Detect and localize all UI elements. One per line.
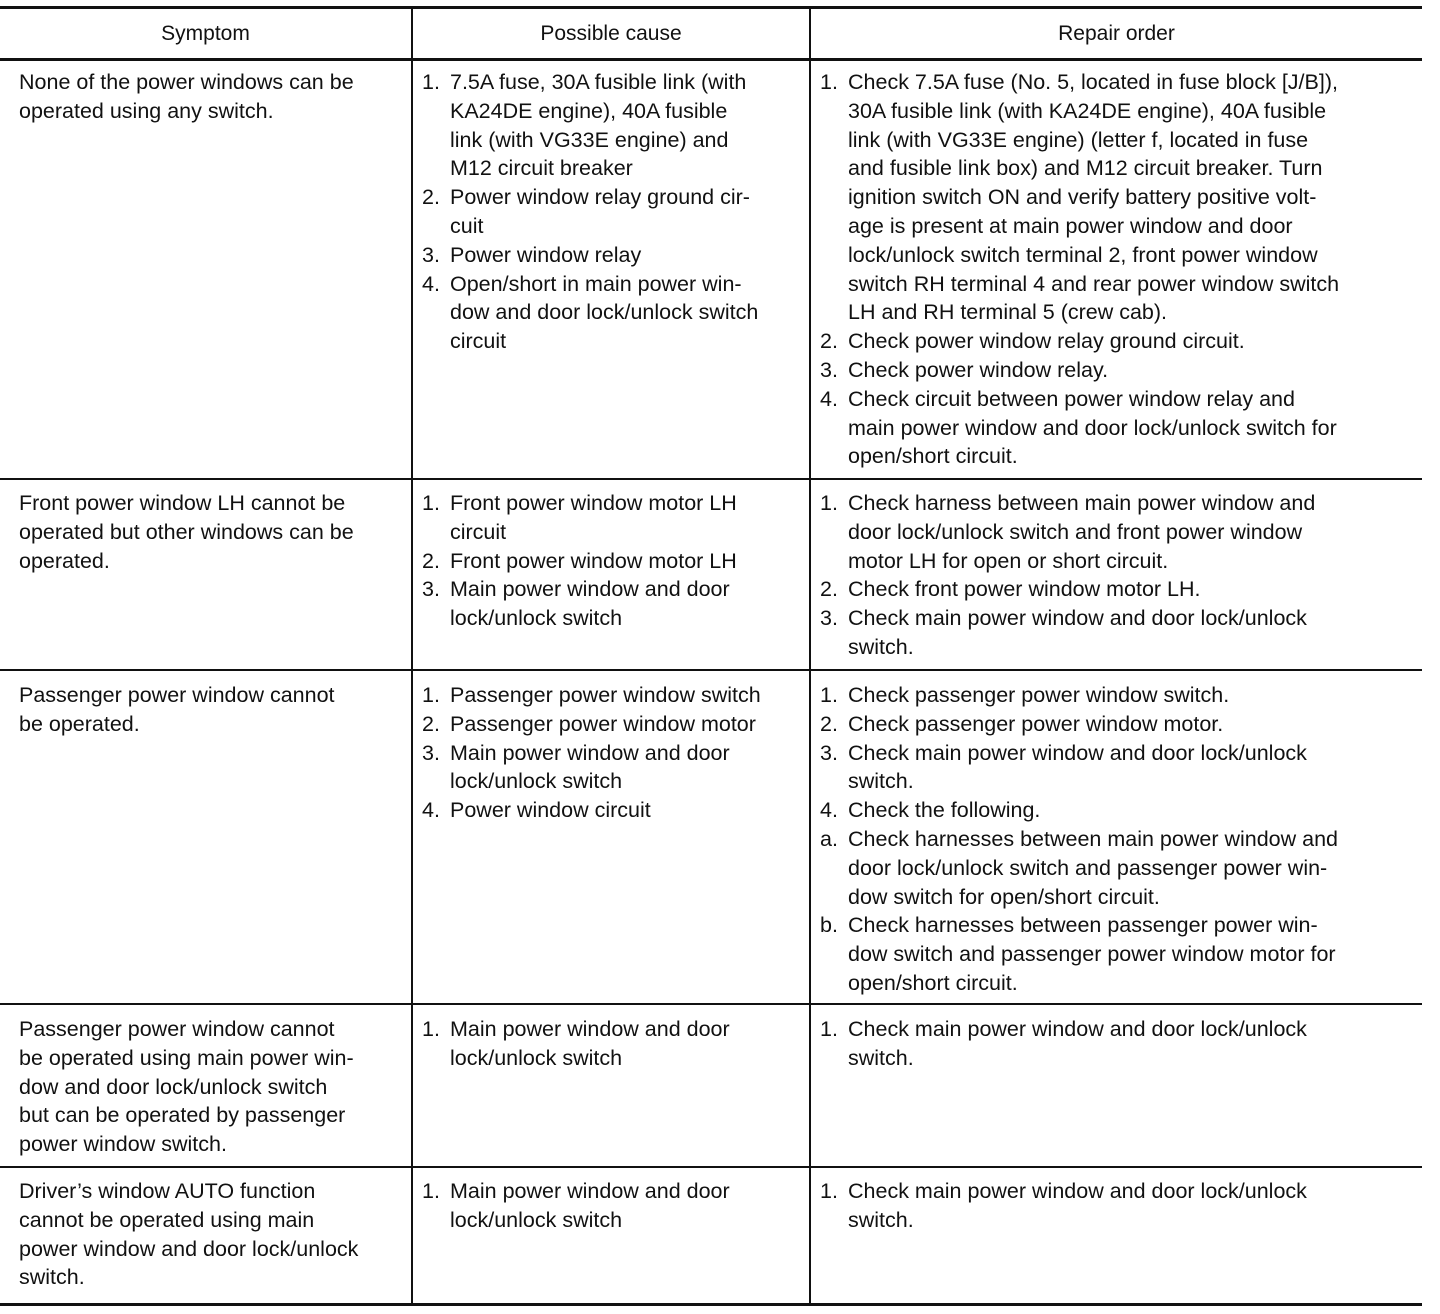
row-divider <box>0 1003 1422 1005</box>
item-text-line: Power window relay ground cir- <box>450 185 750 210</box>
item-number: 4. <box>422 798 440 823</box>
item-number: 2. <box>422 711 440 736</box>
item-text-line: Check harnesses between passenger power win- <box>848 913 1318 938</box>
cause-item <box>416 241 758 270</box>
item-number: 4. <box>422 271 440 296</box>
item-text-line: Open/short in main power win- <box>450 271 742 296</box>
item-text-line: M12 circuit breaker <box>450 156 633 181</box>
symptom-text-line: power window and door lock/unlock <box>19 1236 359 1261</box>
item-text-line: Check main power window and door lock/unlock <box>848 1179 1307 1203</box>
item-number: 1. <box>422 491 440 515</box>
cause-item <box>416 489 737 547</box>
item-text-line: switch. <box>848 769 914 794</box>
item-text-line: Check harness between main power window and <box>848 491 1316 515</box>
cause-item <box>416 681 761 710</box>
repair-cell <box>814 681 1338 998</box>
item-text-line: dow switch for open/short circuit. <box>848 884 1160 909</box>
item-text-line: Check main power window and door lock/unlock <box>848 740 1307 765</box>
symptom-cell <box>19 681 335 739</box>
item-text-line: KA24DE engine), 40A fusible <box>450 98 728 123</box>
symptom-text-line: None of the power windows can be <box>19 70 354 94</box>
item-text-line: Check passenger power window switch. <box>848 683 1230 707</box>
cause-item <box>416 183 758 241</box>
cause-item <box>416 796 761 825</box>
column-divider <box>809 6 811 1306</box>
item-text-line: lock/unlock switch <box>450 769 623 794</box>
symptom-text-line: Front power window LH cannot be <box>19 491 346 515</box>
cause-item <box>416 710 761 739</box>
cause-item <box>416 1177 730 1235</box>
row-divider <box>0 669 1422 671</box>
item-text-line: Passenger power window motor <box>450 711 756 736</box>
symptom-text-line: dow and door lock/unlock switch <box>19 1074 328 1099</box>
item-text-line: switch. <box>848 634 914 659</box>
row-divider <box>0 1166 1422 1168</box>
repair-cell <box>814 68 1339 471</box>
item-text-line: open/short circuit. <box>848 444 1018 469</box>
item-text-line: motor LH for open or short circuit. <box>848 548 1169 573</box>
item-text-line: open/short circuit. <box>848 970 1018 995</box>
item-number: 3. <box>820 357 838 382</box>
item-number: 4. <box>820 386 838 411</box>
item-text-line: dow switch and passenger power window motor for <box>848 942 1336 967</box>
repair-step <box>814 385 1339 471</box>
repair-cell <box>814 1177 1307 1235</box>
symptom-text-line: cannot be operated using main <box>19 1207 315 1232</box>
symptom-text-line: operated but other windows can be <box>19 519 354 544</box>
header-possible-cause: Possible cause <box>540 22 682 45</box>
item-text-line: switch. <box>848 1207 914 1232</box>
symptom-text-line: switch. <box>19 1265 85 1290</box>
item-text-line: Check passenger power window motor. <box>848 711 1224 736</box>
header-symptom: Symptom <box>161 22 250 45</box>
item-number: 4. <box>820 798 838 823</box>
item-text-line: switch RH terminal 4 and rear power window switch <box>848 271 1340 296</box>
item-text-line: Check main power window and door lock/unlock <box>848 1017 1307 1041</box>
cause-item <box>416 1015 730 1073</box>
symptom-text-line: Passenger power window cannot <box>19 1017 335 1041</box>
repair-cell <box>814 1015 1307 1073</box>
symptom-text-line: be operated. <box>19 711 140 736</box>
item-number: 1. <box>820 1179 838 1203</box>
table-bottom-border <box>0 1303 1422 1306</box>
item-number: 2. <box>820 711 838 736</box>
row-divider <box>0 478 1422 480</box>
repair-step <box>814 327 1339 356</box>
cause-cell <box>416 68 758 356</box>
repair-step <box>814 489 1315 575</box>
item-text-line: dow and door lock/unlock switch <box>450 300 759 325</box>
item-text-line: switch. <box>848 1045 914 1070</box>
item-number: 1. <box>422 1017 440 1041</box>
item-number: 2. <box>820 329 838 354</box>
symptom-cell <box>19 1015 354 1159</box>
item-text-line: main power window and door lock/unlock switch for <box>848 415 1337 440</box>
item-number: 1. <box>820 70 838 94</box>
item-text-line: cuit <box>450 213 484 238</box>
repair-step <box>814 911 1338 997</box>
cause-item <box>416 68 758 183</box>
item-number: 1. <box>820 1017 838 1041</box>
repair-step <box>814 575 1315 604</box>
cause-item <box>416 547 737 576</box>
symptom-text-line: operated using any switch. <box>19 98 274 123</box>
item-text-line: door lock/unlock switch and passenger power win- <box>848 855 1328 880</box>
repair-step <box>814 796 1338 825</box>
symptom-text-line: power window switch. <box>19 1132 227 1157</box>
item-text-line: Main power window and door <box>450 740 730 765</box>
repair-step <box>814 739 1338 797</box>
cause-item <box>416 270 758 356</box>
item-text-line: and fusible link box) and M12 circuit breaker. Turn <box>848 156 1323 181</box>
repair-step <box>814 1177 1307 1235</box>
cause-cell <box>416 681 761 825</box>
item-number: 2. <box>820 577 838 602</box>
item-text-line: Main power window and door <box>450 1017 730 1041</box>
item-text-line: Main power window and door <box>450 1179 730 1203</box>
item-text-line: ignition switch ON and verify battery positive volt- <box>848 185 1317 210</box>
repair-step <box>814 1015 1307 1073</box>
repair-step <box>814 825 1338 911</box>
item-text-line: lock/unlock switch terminal 2, front power window <box>848 242 1318 267</box>
item-text-line: Check power window relay. <box>848 357 1109 382</box>
item-text-line: Front power window motor LH <box>450 548 737 573</box>
symptom-cell <box>19 68 354 126</box>
item-text-line: Check harnesses between main power window and <box>848 826 1338 851</box>
item-text-line: Check 7.5A fuse (No. 5, located in fuse block [J/B]), <box>848 70 1338 94</box>
item-text-line: LH and RH terminal 5 (crew cab). <box>848 300 1168 325</box>
symptom-text-line: Driver’s window AUTO function <box>19 1179 316 1203</box>
repair-step <box>814 710 1338 739</box>
repair-step <box>814 681 1338 710</box>
item-text-line: 30A fusible link (with KA24DE engine), 40A fusible <box>848 98 1327 123</box>
item-number: b. <box>820 913 838 938</box>
item-number: 1. <box>422 683 440 707</box>
item-text-line: circuit <box>450 329 507 354</box>
symptom-text-line: be operated using main power win- <box>19 1045 354 1070</box>
item-text-line: Power window relay <box>450 242 642 267</box>
repair-step <box>814 356 1339 385</box>
symptom-cell <box>19 489 354 575</box>
item-text-line: age is present at main power window and door <box>848 213 1293 238</box>
item-number: a. <box>820 826 838 851</box>
item-text-line: Check power window relay ground circuit. <box>848 329 1245 354</box>
item-text-line: lock/unlock switch <box>450 1045 623 1070</box>
item-text-line: lock/unlock switch <box>450 606 623 631</box>
item-text-line: circuit <box>450 519 507 544</box>
symptom-text-line: operated. <box>19 548 110 573</box>
item-number: 3. <box>820 740 838 765</box>
cause-item <box>416 575 737 633</box>
item-number: 1. <box>422 70 440 94</box>
item-number: 1. <box>422 1179 440 1203</box>
item-text-line: link (with VG33E engine) and <box>450 127 729 152</box>
item-text-line: lock/unlock switch <box>450 1207 623 1232</box>
item-number: 3. <box>422 577 440 602</box>
cause-cell <box>416 1015 730 1073</box>
repair-step <box>814 604 1315 662</box>
repair-step <box>814 68 1339 327</box>
repair-cell <box>814 489 1315 662</box>
item-number: 2. <box>422 548 440 573</box>
header-repair-order: Repair order <box>1058 22 1175 45</box>
cause-item <box>416 739 761 797</box>
item-text-line: Front power window motor LH <box>450 491 737 515</box>
item-number: 3. <box>422 242 440 267</box>
symptom-text-line: Passenger power window cannot <box>19 683 335 707</box>
item-text-line: Check the following. <box>848 798 1041 823</box>
item-text-line: Passenger power window switch <box>450 683 761 707</box>
cause-cell <box>416 1177 730 1235</box>
item-number: 3. <box>422 740 440 765</box>
symptom-text-line: but can be operated by passenger <box>19 1103 346 1128</box>
item-text-line: Check front power window motor LH. <box>848 577 1201 602</box>
item-text-line: Check main power window and door lock/unlock <box>848 606 1307 631</box>
item-number: 3. <box>820 606 838 631</box>
item-number: 1. <box>820 683 838 707</box>
cause-cell <box>416 489 737 633</box>
item-text-line: Main power window and door <box>450 577 730 602</box>
item-text-line: Check circuit between power window relay and <box>848 386 1295 411</box>
symptom-cell <box>19 1177 358 1292</box>
item-number: 2. <box>422 185 440 210</box>
item-text-line: link (with VG33E engine) (letter f, located in fuse <box>848 127 1309 152</box>
item-text-line: Power window circuit <box>450 798 651 823</box>
item-number: 1. <box>820 491 838 515</box>
item-text-line: 7.5A fuse, 30A fusible link (with <box>450 70 747 94</box>
item-text-line: door lock/unlock switch and front power window <box>848 519 1303 544</box>
column-divider <box>411 6 413 1306</box>
